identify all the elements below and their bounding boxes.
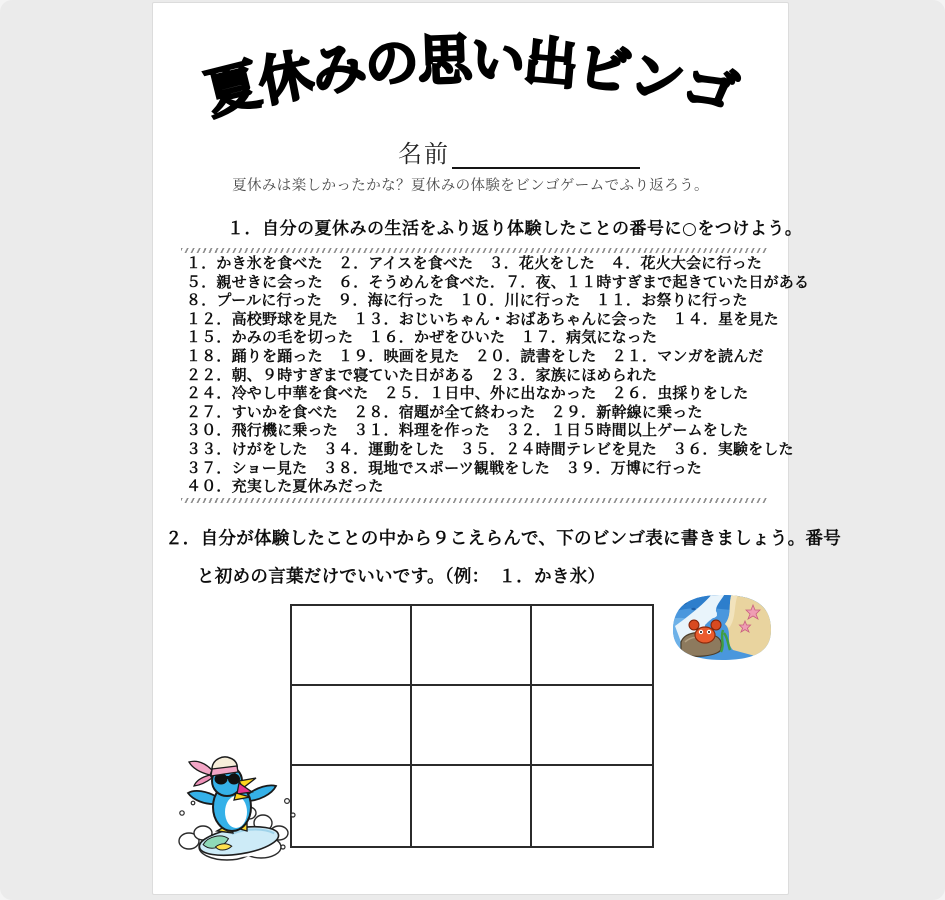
list-line: ２７．すいかを食べた ２８．宿題が全て終わった ２９．新幹線に乗った	[186, 402, 703, 421]
bingo-grid	[290, 604, 654, 848]
list-line: １．かき氷を食べた ２．アイスを食べた ３．花火をした ４．花火大会に行った	[186, 254, 763, 272]
name-row	[398, 134, 640, 169]
title-char: ビ	[572, 34, 634, 105]
section2-heading-line1: ２．自分が体験したことの中から９こえらんで、下のビンゴ表に書きましょう。番号	[165, 529, 842, 549]
list-line: ２４．冷やし中華を食べた ２５．１日中、外に出なかった ２６．虫採りをした	[186, 384, 749, 403]
list-line: １５．かみの毛を切った １６．かぜをひいた １７．病気になった	[186, 328, 658, 347]
title-char: 夏	[198, 52, 266, 127]
divider-hatch-top	[181, 248, 767, 253]
title-char: ゴ	[675, 52, 743, 127]
bingo-cell[interactable]	[532, 686, 652, 766]
title-char: ン	[624, 42, 689, 115]
list-line: １８．踊りを踊った １９．映画を見た ２０．読書をした ２１．マンガを読んだ	[186, 346, 764, 365]
list-line: １２．高校野球を見た １３．おじいちゃん・おばあちゃんに会った １４．星を見た	[186, 309, 779, 328]
bingo-cell[interactable]	[532, 606, 652, 686]
name-blank-line[interactable]	[452, 143, 640, 169]
bingo-cell[interactable]	[292, 686, 412, 766]
page-title	[153, 28, 788, 143]
divider-hatch-bottom	[181, 498, 767, 503]
bingo-cell[interactable]	[292, 766, 412, 846]
experience-list	[186, 254, 810, 496]
worksheet-page	[152, 2, 842, 895]
beach-clipart-image	[667, 590, 777, 665]
name-label: 名前	[398, 140, 450, 168]
list-line: ３７．ショー見た ３８．現地でスポーツ観戦をした ３９．万博に行った	[186, 458, 702, 477]
title-char: 出	[520, 29, 580, 98]
subtitle: 夏休みは楽しかったかな？夏休みの体験をビンゴゲームでふり返ろう。	[232, 178, 709, 194]
list-line: ３３．けがをした ３４．運動をした ３５．２４時間テレビを見た ３６．実験をした	[186, 439, 794, 458]
title-char: 休	[252, 42, 317, 115]
title-char: い	[469, 28, 525, 93]
section2-heading-line2: と初めの言葉だけでいいです。（例： １．かき氷）	[197, 567, 606, 587]
list-line: ４０．充実した夏休みだった	[186, 477, 384, 496]
list-line: ８．プールに行った ９．海に行った １０．川に行った １１．お祭りに行った	[186, 291, 748, 310]
bingo-cell[interactable]	[412, 766, 532, 846]
title-char: 思	[416, 28, 472, 93]
bingo-cell[interactable]	[292, 606, 412, 686]
list-line: ３０．飛行機に乗った ３１．料理を作った ３２．１日５時間以上ゲームをした	[186, 421, 749, 440]
section1-heading: １．自分の夏休みの生活をふり返り体験したことの番号に○をつけよう。	[227, 219, 803, 239]
bingo-cell[interactable]	[412, 686, 532, 766]
list-line: ２２．朝、９時すぎまで寝ていた日がある ２３．家族にほめられた	[186, 365, 658, 384]
bingo-cell[interactable]	[532, 766, 652, 846]
title-char: の	[361, 29, 421, 98]
list-line: ５．親せきに会った ６．そうめんを食べた．７．夜、１１時すぎまで起きていた日がある	[186, 272, 810, 291]
penguin-clipart-image	[175, 751, 301, 867]
bingo-cell[interactable]	[412, 606, 532, 686]
title-char: み	[307, 34, 369, 105]
